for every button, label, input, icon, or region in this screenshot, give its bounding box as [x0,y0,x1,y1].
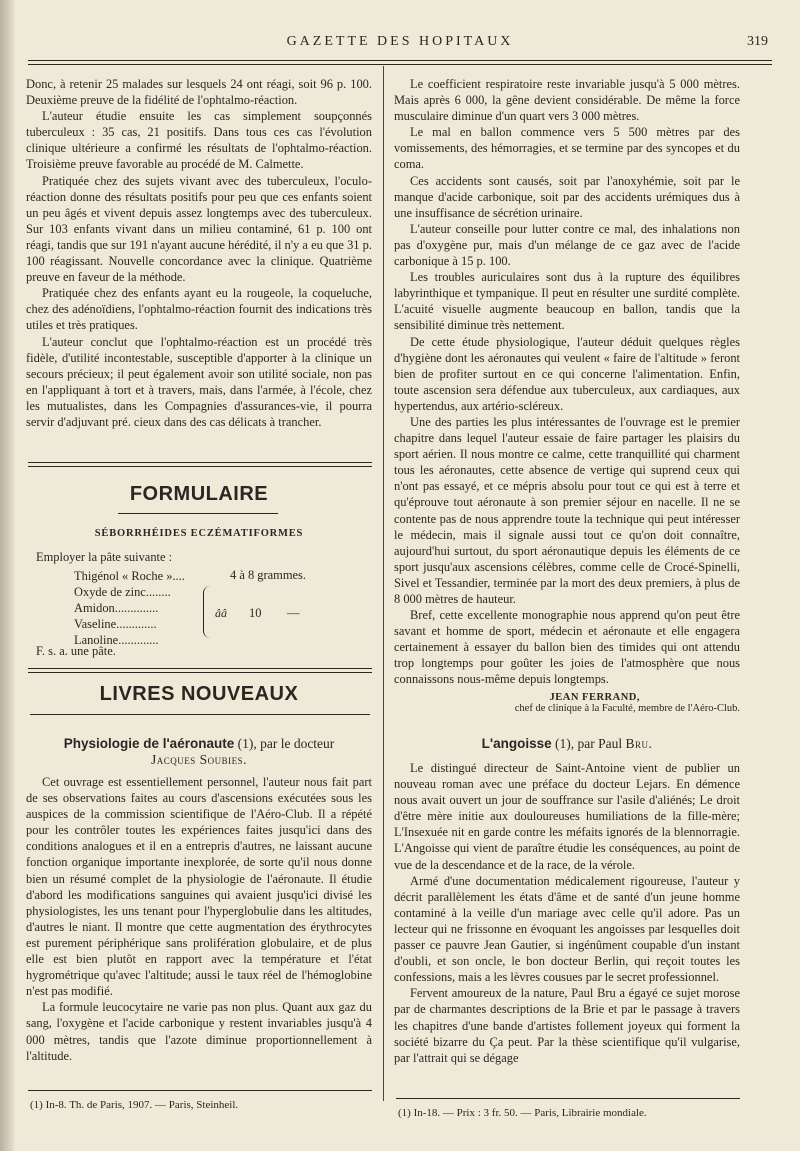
review-paragraph: Armé d'une documentation médicalement rigoureuse, l'auteur y décrit parallèlement les états d'âme et de santé d'un jeune homme contaminé à la veille d'un mariage avec celle qu'il adore. Pas un lecteur qui ne frissonne en évoquant les angoisses par lesquelles doit passer ce pauvre Jean Gautier, si ingénûment coupable d'un instant d'oubli, et son oncle, le bon docteur Berlin, qui reçoit toutes les confessions, mais a les lèvres cousues par le secret professionnel. [394,873,740,985]
section-rule [28,462,372,467]
column-divider [383,66,384,1101]
book-ref: (1), par le docteur [234,736,335,751]
footnote-right: (1) In-18. — Prix : 3 fr. 50. — Paris, Librairie mondiale. [398,1107,647,1119]
review-paragraph: Le mal en ballon commence vers 5 500 mètres par des vomissements, des hémorragies, et se termine par des syncopes et du coma. [394,125,740,172]
livres-section [26,683,372,706]
running-header [28,34,772,54]
book-review-body [26,774,372,1064]
review-paragraph: La formule leucocytaire ne varie pas non plus. Quant aux gaz du sang, l'oxygène et l'acide carbonique y restent invariables jusqu'à 4 000 mètres, tandis que l'azote diminue proportionnellement à l'altitude. [26,1000,372,1063]
formula-block [26,528,372,539]
angoisse-review-body [394,760,740,1066]
book-title: Physiologie de l'aéronaute [63,736,235,751]
review-paragraph: Le coefficient respiratoire reste invariable jusqu'à 5 000 mètres. Mais après 6 000, la gêne devient considérable. De même la force musculaire diminue d'un quart vers 3 000 mètres. [394,77,740,124]
section-heading-livres: LIVRES NOUVEAUX [99,683,299,705]
book-heading [26,736,372,768]
book-title: L'angoisse [481,736,552,751]
review-paragraph: Fervent amoureux de la nature, Paul Bru a égayé ce sujet morose par de charmantes descriptions de la Brie et par le passage à travers les chapitres d'une bande d'artistes follement joyeux qui forment la société bizarre du Ça peut. Par la thèse scientifique qu'il vulgarise, par l'attrait qui se dégage [394,986,740,1065]
page-spine-shadow [0,0,16,1151]
review-paragraph: L'auteur conseille pour lutter contre ce mal, des inhalations non pas d'oxygène pur, mais d'un mélange de ce gaz avec de l'acide carbonique à 15 p. 100. [394,221,740,269]
ingredient-list [74,568,185,648]
article-paragraph: L'auteur étudie ensuite les cas simplement soupçonnés tuberculeux : 35 cas, 21 positifs. Dans tous ces cas l'évolution clinique ultérieure a confirmé les résultats de l'ophtalmo-réaction. Troisième preuve favorable au procédé de M. Calmette. [26,109,372,172]
page-number: 319 [747,34,768,49]
section-rule [28,668,372,673]
footnote-left: (1) In-8. Th. de Paris, 1907. — Paris, Steinheil. [30,1099,239,1111]
article-paragraph: Donc, à retenir 25 malades sur lesquels 24 ont réagi, soit 96 p. 100. Deuxième preuve de la fidélité de l'ophtalmo-réaction. [26,77,372,108]
review-paragraph: Une des parties les plus intéressantes de l'ouvrage est le premier chapitre dans lequel l'auteur essaie de faire partager les plaisirs du sport aérien. Il nous montre ce calme, cette tranquillité qui charment tous les aéronautes, cette absence de vertige qui suprend ceux qui n'ont pas essayé, et ce mépris absolu pour tout ce qui est à terre et qu'éprouve tout aéronaute à son premier séjour en nacelle. Il ne se contente pas de nous apprendre toute la technique qui peut intéresser le médecin, mais il signale aussi tout ce qu'on doit connaître, aujourd'hui surtout, du sport aéronautique depuis les éléments de ce sport jusqu'aux ascensions célèbres, comme celle de Crocé-Spinelli, Sivel et Tessandier, terminée par la mort des deux premiers, à plus de 8 000 mètres de hauteur. [394,414,740,606]
right-column [394,76,740,688]
formula-aa: ââ [215,606,227,620]
formulaire-section [26,483,372,506]
book-ref: (1), par Paul [551,736,626,751]
review-paragraph: De cette étude physiologique, l'auteur déduit quelques règles d'hygiène dont les aéronautes qui veulent « faire de l'altitude » feront bien de profiter surtout en ce qui concerne l'alimentation. Enfin, toute ascension sera défendue aux tuberculeux, aux cardiaques, aux hypertendus, aux artério-scléreux. [394,334,740,413]
ingredient-zinc-oxide: Oxyde de zinc........ [74,585,171,599]
left-column [26,76,372,430]
book-author: Bru. [625,736,653,751]
header-rule [28,60,772,65]
formula-unit-dash: — [287,606,300,620]
ingredient-vaseline: Vaseline............. [74,617,157,631]
review-paragraph: Cet ouvrage est essentiellement personnel, l'auteur nous fait part de ses observations faites au cours d'ascensions exécutées sous les auspices de la commission scientifique de l'Aéro-Club. Il a répété pour les contrôler toutes les expériences faites jusqu'ici dans des conditions analogues et il en a entrepris d'autres, ne laissant aucune fonction organique importante inexplorée, de sorte qu'il nous donne bien un résumé complet de la physiologie de l'aéronaute. Il étudie d'abord les modifications sanguines qui avaient jusqu'ici divisé les physiologistes, les uns tenant pour l'hyperglobulie dans les altitudes, d'autres le niant. Il montre que cette augmentation des érythrocytes est purement périphérique sans prolifération globulaire, et de plus elle est bien plutôt en rapport avec la température et l'état hygrométrique qu'avec l'altitude; aussi le taux réel de l'hémoglobine n'est pas modifié. [26,775,372,999]
footnote-rule [28,1090,372,1091]
book-heading-angoisse [394,736,740,752]
footnote-rule [396,1098,740,1099]
section-heading-formulaire: FORMULAIRE [129,483,269,505]
article-paragraph: L'auteur conclut que l'ophtalmo-réaction est un procédé très fidèle, d'utilité incontestable, susceptible d'apporter à la clinique un secours précieux; il peut également avoir son utilité sociale, non pas en l'appliquant à tort et à travers, mais, dans l'armée, à l'école, chez les mutualistes, dans les Compagnies d'assurances-vie, il pourra servir d'adjuvant pré. cieux dans des cas délicats à trancher. [26,334,372,429]
review-paragraph: Les troubles auriculaires sont dus à la rupture des équilibres labyrinthique et tympanique. Il peut en résulter une surdité complète. L'acuité visuelle augmente beaucoup en ballon, tandis que la sensibilité diminue très nettement. [394,270,740,333]
ingredient-thigenol: Thigénol « Roche ».... [74,569,185,583]
heading-underline [118,513,278,514]
ingredient-lanolin: Lanoline............. [74,633,159,647]
ingredient-starch: Amidon.............. [74,601,159,615]
heading-underline [30,714,370,715]
formula-intro: Employer la pâte suivante : [36,550,173,564]
journal-title: GAZETTE DES HOPITAUX [286,34,514,49]
book-author: Jacques Soubies. [150,752,248,767]
formula-amount: 10 [249,606,262,620]
formula-subheading: SÉBORRHÉIDES ECZÉMATIFORMES [94,528,304,539]
review-paragraph: Le distingué directeur de Saint-Antoine vient de publier un nouveau roman avec une préface du docteur Lejars. En démence nous avait ouvert un jour de souffrance sur l'asile d'aliénés; Le droit d'être mère initie aux douloureuses humiliations de la fille-mère; L'Insexuée nit en garde contre les méfaits ignorés de la blennorragie. L'Angoisse qui vient de paraître étudie les conséquences, au point de vue de la descendance et de la race, de la vérole. [394,761,740,872]
article-paragraph: Pratiquée chez des enfants ayant eu la rougeole, la coqueluche, chez des adénoïdiens, l'ophtalmo-réaction fournit des indications très utiles et très pratiques. [26,286,372,333]
amount-thigenol: 4 à 8 grammes. [230,568,306,582]
review-paragraph: Bref, cette excellente monographie nous apprend qu'on peut être savant et homme de sport, médecin et aéronaute et elle engagera certainement à essayer du ballon bien des timides qui ont attendu trop longtemps pour goûter les joies de l'atmosphère que nous connaissons nous-même depuis longtemps. [394,608,740,687]
signature-title: chef de clinique à la Faculté, membre de l'Aéro-Club. [514,703,740,714]
formula-brace [203,586,210,638]
article-paragraph: Pratiquée chez des sujets vivant avec des tuberculeux, l'oculo-réaction donne des résultats positifs pour peu que ces enfants soient un peu âgés et vivent depuis assez longtemps avec des tuberculeux. Sur 103 enfants vivant dans un milieu contaminé, 61 p. 100 ont réagi, tandis que sur 191 n'ayant aucune hérédité, il n'y a eu que 31 p. 100 réagissant. Nouvelle concordance avec la clinique. Quatrième preuve en faveur de la méthode. [26,173,372,285]
signature-name: JEAN FERRAND, [549,692,640,703]
formula-closing: F. s. a. une pâte. [36,644,116,658]
review-paragraph: Ces accidents sont causés, soit par l'anoxyhémie, soit par le manque d'acide carbonique, soit par des accidents urémiques dus à une insuffisance de sécrétion urinaire. [394,173,740,220]
review-signature [394,692,740,714]
